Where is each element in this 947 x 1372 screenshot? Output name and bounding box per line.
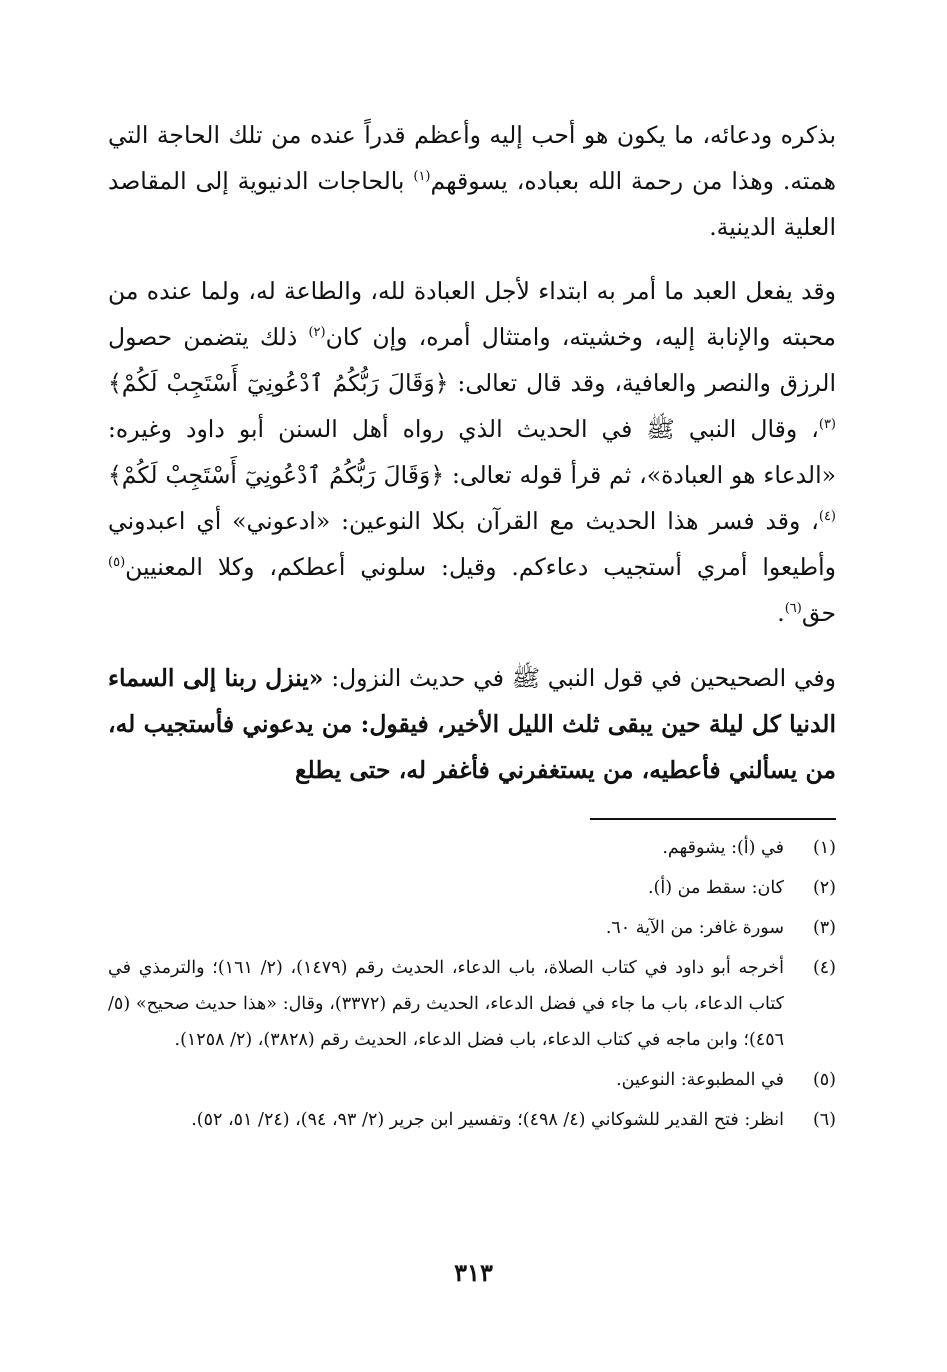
footnote-text: أخرجه أبو داود في كتاب الصلاة، باب الدعاء، الحديث رقم (١٤٧٩)، (٢/ ١٦١)؛ والترمذي في كتاب الدعاء، باب ما جاء في فضل الدعاء، الحديث رقم (٣٣٧٢)، وقال: «هذا حديث صحيح» (٥/ ٤٥٦)؛ وابن ماجه في كتاب الدعاء، باب فضل الدعاء، الحديث رقم (٣٨٢٨)، (٢/ ١٢٥٨). bbox=[108, 958, 785, 1050]
footnote-1 bbox=[108, 830, 836, 866]
footnotes bbox=[108, 830, 836, 1142]
footnote-ref-4: (٤) bbox=[818, 509, 836, 525]
footnote-number: (٥) bbox=[812, 1070, 836, 1090]
footnote-number: (٤) bbox=[812, 958, 836, 978]
footnote-number: (٣) bbox=[812, 918, 836, 938]
footnote-2 bbox=[108, 870, 836, 906]
paragraph-2-text-a: وقد يفعل العبد ما أمر به ابتداء لأجل العبادة لله، والطاعة له، ولما عنده من محبته والإنابة إليه، وخشيته، وامتثال أمره، وإن كان bbox=[108, 277, 836, 351]
paragraph-2-text-d: ، وقد فسر هذا الحديث مع القرآن بكلا النوعين: «ادعوني» أي اعبدوني وأطيعوا أمري أستجيب دعاءكم. وقيل: سلوني أعطكم، وكلا المعنيين bbox=[108, 507, 836, 581]
paragraph-3-intro: وفي الصحيحين في قول النبي ﷺ في حديث النزول: bbox=[323, 664, 836, 692]
footnote-text: سورة غافر: من الآية ٦٠. bbox=[605, 918, 784, 938]
page-number: ٣١٣ bbox=[454, 1258, 493, 1287]
footnote-text: كان: سقط من (أ). bbox=[647, 878, 784, 898]
paragraph-2-text-b: ذلك يتضمن حصول الرزق والنصر والعافية، وقد قال تعالى: ﴿وَقَالَ رَبُّكُمُ ٱدْعُونِيٓ أَسْتَجِبْ لَكُمْ﴾ bbox=[108, 323, 836, 397]
footnote-6 bbox=[108, 1102, 836, 1138]
footnote-ref-3: (٣) bbox=[818, 417, 836, 433]
footnote-ref-5: (٥) bbox=[108, 555, 126, 571]
footnote-number: (١) bbox=[812, 838, 836, 858]
footnote-ref-6: (٦) bbox=[784, 601, 802, 617]
footnote-separator bbox=[590, 818, 836, 820]
footnote-text: في المطبوعة: النوعين. bbox=[616, 1070, 784, 1090]
paragraph-3 bbox=[108, 655, 836, 793]
footnote-ref-1: (١) bbox=[413, 169, 431, 185]
footnote-number: (٦) bbox=[812, 1110, 836, 1130]
paragraph-2-text-f: . bbox=[777, 599, 785, 627]
footnote-5 bbox=[108, 1062, 836, 1098]
footnote-3 bbox=[108, 910, 836, 946]
paragraph-2 bbox=[108, 268, 836, 636]
paragraph-1 bbox=[108, 112, 836, 250]
footnote-text: في (أ): يشوقهم. bbox=[662, 838, 784, 858]
paragraph-1-tail: بالحاجات الدنيوية إلى المقاصد العلية الدينية. bbox=[108, 167, 836, 241]
footnote-number: (٢) bbox=[812, 878, 836, 898]
paragraph-1-text: بذكره ودعائه، ما يكون هو أحب إليه وأعظم قدراً عنده من تلك الحاجة التي همته. وهذا من رحمة الله بعباده، يسوقهم bbox=[108, 121, 836, 195]
paragraph-2-text-e: حق bbox=[801, 599, 836, 627]
footnote-text: انظر: فتح القدير للشوكاني (٤/ ٤٩٨)؛ وتفسير ابن جرير (٢/ ٩٣، ٩٤)، (٢٤/ ٥١، ٥٢). bbox=[191, 1110, 784, 1130]
footnote-4 bbox=[108, 950, 836, 1058]
paragraph-3-hadith: «ينزل ربنا إلى السماء الدنيا كل ليلة حين يبقى ثلث الليل الأخير، فيقول: من يدعوني فأستجيب له، من يسألني فأعطيه، من يستغفرني فأغفر له، حتى يطلع bbox=[108, 664, 836, 784]
paragraph-2-text-c: ، وقال النبي ﷺ في الحديث الذي رواه أهل السنن أبو داود وغيره: «الدعاء هو العبادة»، ثم قرأ قوله تعالى: ﴿وَقَالَ رَبُّكُمُ ٱدْعُونِيٓ أَسْتَجِبْ لَكُمْ﴾ bbox=[108, 415, 836, 489]
footnote-ref-2: (٢) bbox=[308, 325, 326, 341]
